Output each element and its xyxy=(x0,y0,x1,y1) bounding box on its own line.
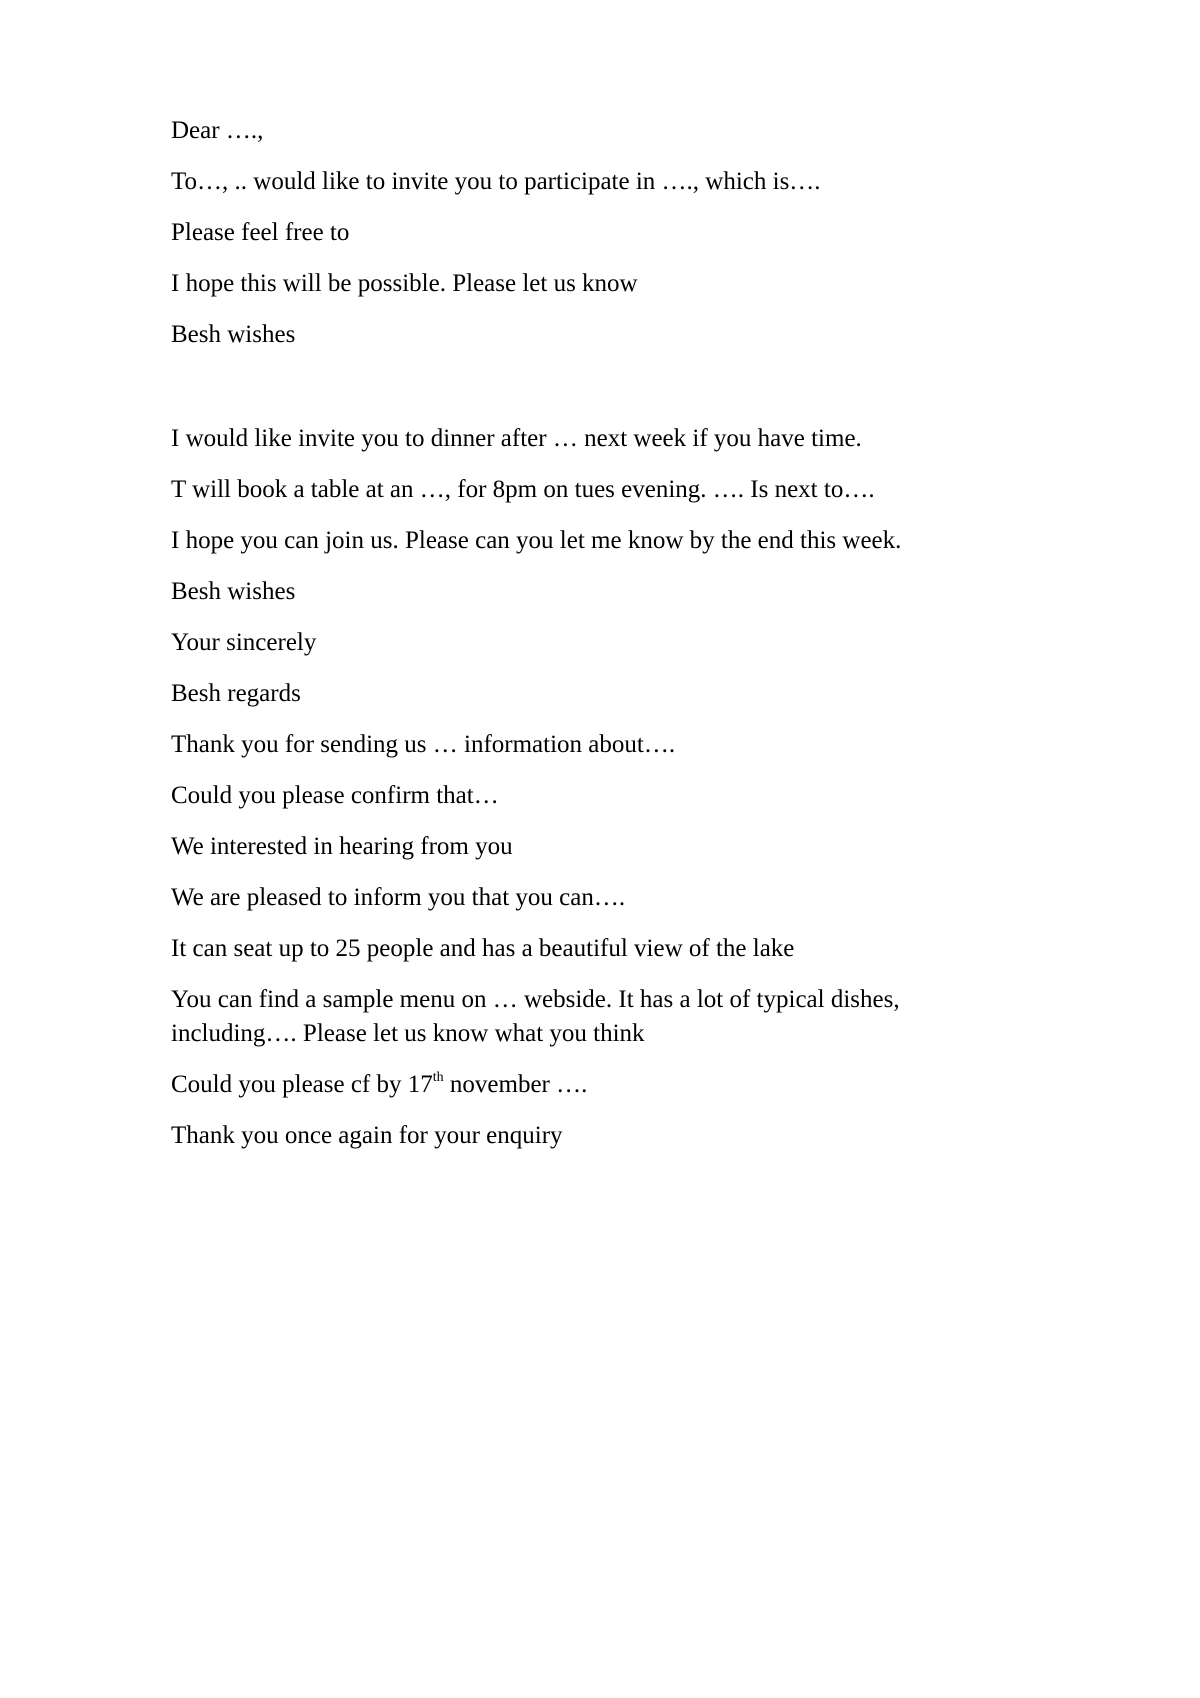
sincerely-line: Your sincerely xyxy=(171,629,317,656)
confirm-line: Could you please confirm that… xyxy=(171,782,499,809)
date-ordinal-suffix: th xyxy=(432,1069,444,1085)
hope-possible-line: I hope this will be possible. Please let us know xyxy=(171,270,638,297)
dinner-invite-line: I would like invite you to dinner after … next week if you have time. xyxy=(171,425,862,452)
feel-free-line: Please feel free to xyxy=(171,219,350,246)
best-wishes-line: Besh wishes xyxy=(171,321,296,348)
pleased-inform-line: We are pleased to inform you that you can…. xyxy=(171,884,626,911)
confirm-date-prefix: Could you please cf by 17 xyxy=(171,1071,433,1098)
thank-you-sending-line: Thank you for sending us … information about…. xyxy=(171,731,676,758)
confirm-date-line xyxy=(171,1068,1031,1102)
book-table-line: T will book a table at an …, for 8pm on tues evening. …. Is next to…. xyxy=(171,476,875,503)
closing-thanks-line: Thank you once again for your enquiry xyxy=(171,1122,563,1149)
join-us-line: I hope you can join us. Please can you let me know by the end this week. xyxy=(171,527,902,554)
salutation-line: Dear …., xyxy=(171,117,264,144)
seat-capacity-line: It can seat up to 25 people and has a beautiful view of the lake xyxy=(171,935,795,962)
confirm-date-suffix: november …. xyxy=(443,1071,588,1098)
sample-menu-line: You can find a sample menu on … webside. It has a lot of typical dishes, including…. Please let us know what you think xyxy=(171,986,900,1047)
best-regards-line: Besh regards xyxy=(171,680,301,707)
best-wishes-line-2: Besh wishes xyxy=(171,578,296,605)
invitation-line: To…, .. would like to invite you to participate in …., which is…. xyxy=(171,168,821,195)
paragraph-gap xyxy=(171,369,1031,422)
document-text xyxy=(171,114,1031,1170)
interested-line: We interested in hearing from you xyxy=(171,833,513,860)
